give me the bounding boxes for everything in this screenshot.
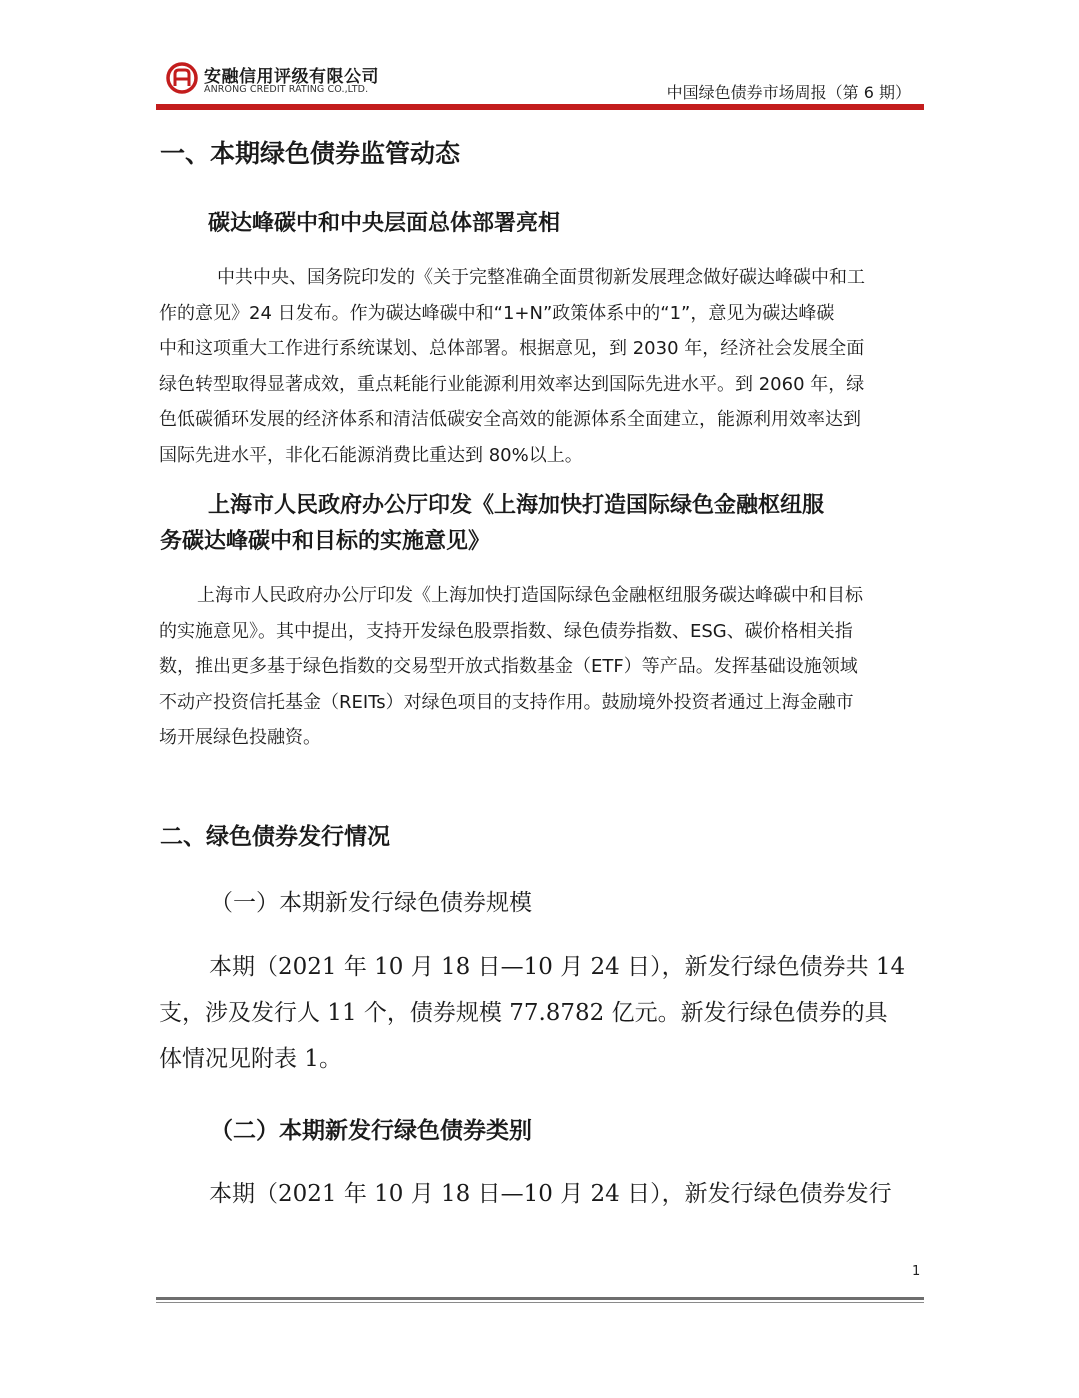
section-1-title: 一、本期绿色债券监管动态: [160, 139, 461, 168]
paragraph-line: 中和这项重大工作进行系统谋划、总体部署。根据意见，到 2030 年，经济社会发展全面: [159, 338, 865, 359]
subsection-1-paragraph: [159, 944, 921, 1082]
section-2-title: 二、绿色债券发行情况: [160, 824, 390, 850]
paragraph-line: 本期（2021 年 10 月 18 日—10 月 24 日），新发行绿色债券发行: [209, 1181, 892, 1207]
paragraph-line: 中共中央、国务院印发的《关于完整准确全面贯彻新发展理念做好碳达峰碳中和工: [217, 267, 865, 288]
paragraph-line: 绿色转型取得显著成效，重点耗能行业能源利用效率达到国际先进水平。到 2060 年，绿: [159, 373, 865, 395]
paragraph-line: 上海市人民政府办公厅印发《上海加快打造国际绿色金融枢纽服务碳达峰碳中和目标: [197, 585, 863, 606]
paragraph-line: 支，涉及发行人 11 个，债券规模 77.8782 亿元。新发行绿色债券的具: [159, 1000, 888, 1026]
paragraph-line: 本期（2021 年 10 月 18 日—10 月 24 日），新发行绿色债券共 14: [209, 954, 906, 980]
subsection-1-heading: （一）本期新发行绿色债券规模: [210, 890, 532, 916]
subsection-2-heading: （二）本期新发行绿色债券类别: [210, 1118, 532, 1144]
company-name-en: ANRONG CREDIT RATING CO.,LTD.: [204, 84, 369, 95]
item-1-paragraph: [159, 260, 921, 473]
paragraph-line: 色低碳循环发展的经济体系和清洁低碳安全高效的能源体系全面建立，能源利用效率达到: [159, 409, 861, 430]
paragraph-line: 不动产投资信托基金（REITs）对绿色项目的支持作用。鼓励境外投资者通过上海金融市: [159, 691, 854, 713]
item-1-heading: 碳达峰碳中和中央层面总体部署亮相: [208, 211, 561, 236]
anrong-logo-icon: [166, 62, 198, 94]
subsection-2-paragraph: [159, 1171, 921, 1217]
item-2-heading-line1: 上海市人民政府办公厅印发《上海加快打造国际绿色金融枢纽服: [208, 493, 825, 518]
page-number: 1: [912, 1264, 921, 1279]
paragraph-line: 国际先进水平，非化石能源消费比重达到 80%以上。: [159, 444, 583, 466]
paragraph-line: 体情况见附表 1。: [159, 1046, 342, 1072]
paragraph-line: 作的意见》24 日发布。作为碳达峰碳中和“1+N”政策体系中的“1”，意见为碳达峰碳: [159, 302, 835, 324]
report-title: 中国绿色债券市场周报（第 6 期）: [666, 83, 911, 102]
item-2-paragraph: [159, 578, 921, 756]
company-name-cn: 安融信用评级有限公司: [204, 67, 379, 87]
paragraph-line: 数，推出更多基于绿色指数的交易型开放式指数基金（ETF）等产品。发挥基础设施领域: [159, 656, 858, 677]
item-2-heading-line2: 务碳达峰碳中和目标的实施意见》: [160, 529, 491, 554]
footer-divider-thin: [156, 1302, 924, 1303]
paragraph-line: 的实施意见》。其中提出，支持开发绿色股票指数、绿色债券指数、ESG、碳价格相关指: [159, 620, 853, 642]
footer-divider: [156, 1297, 924, 1300]
paragraph-line: 场开展绿色投融资。: [159, 727, 321, 748]
header-divider: [156, 104, 924, 110]
